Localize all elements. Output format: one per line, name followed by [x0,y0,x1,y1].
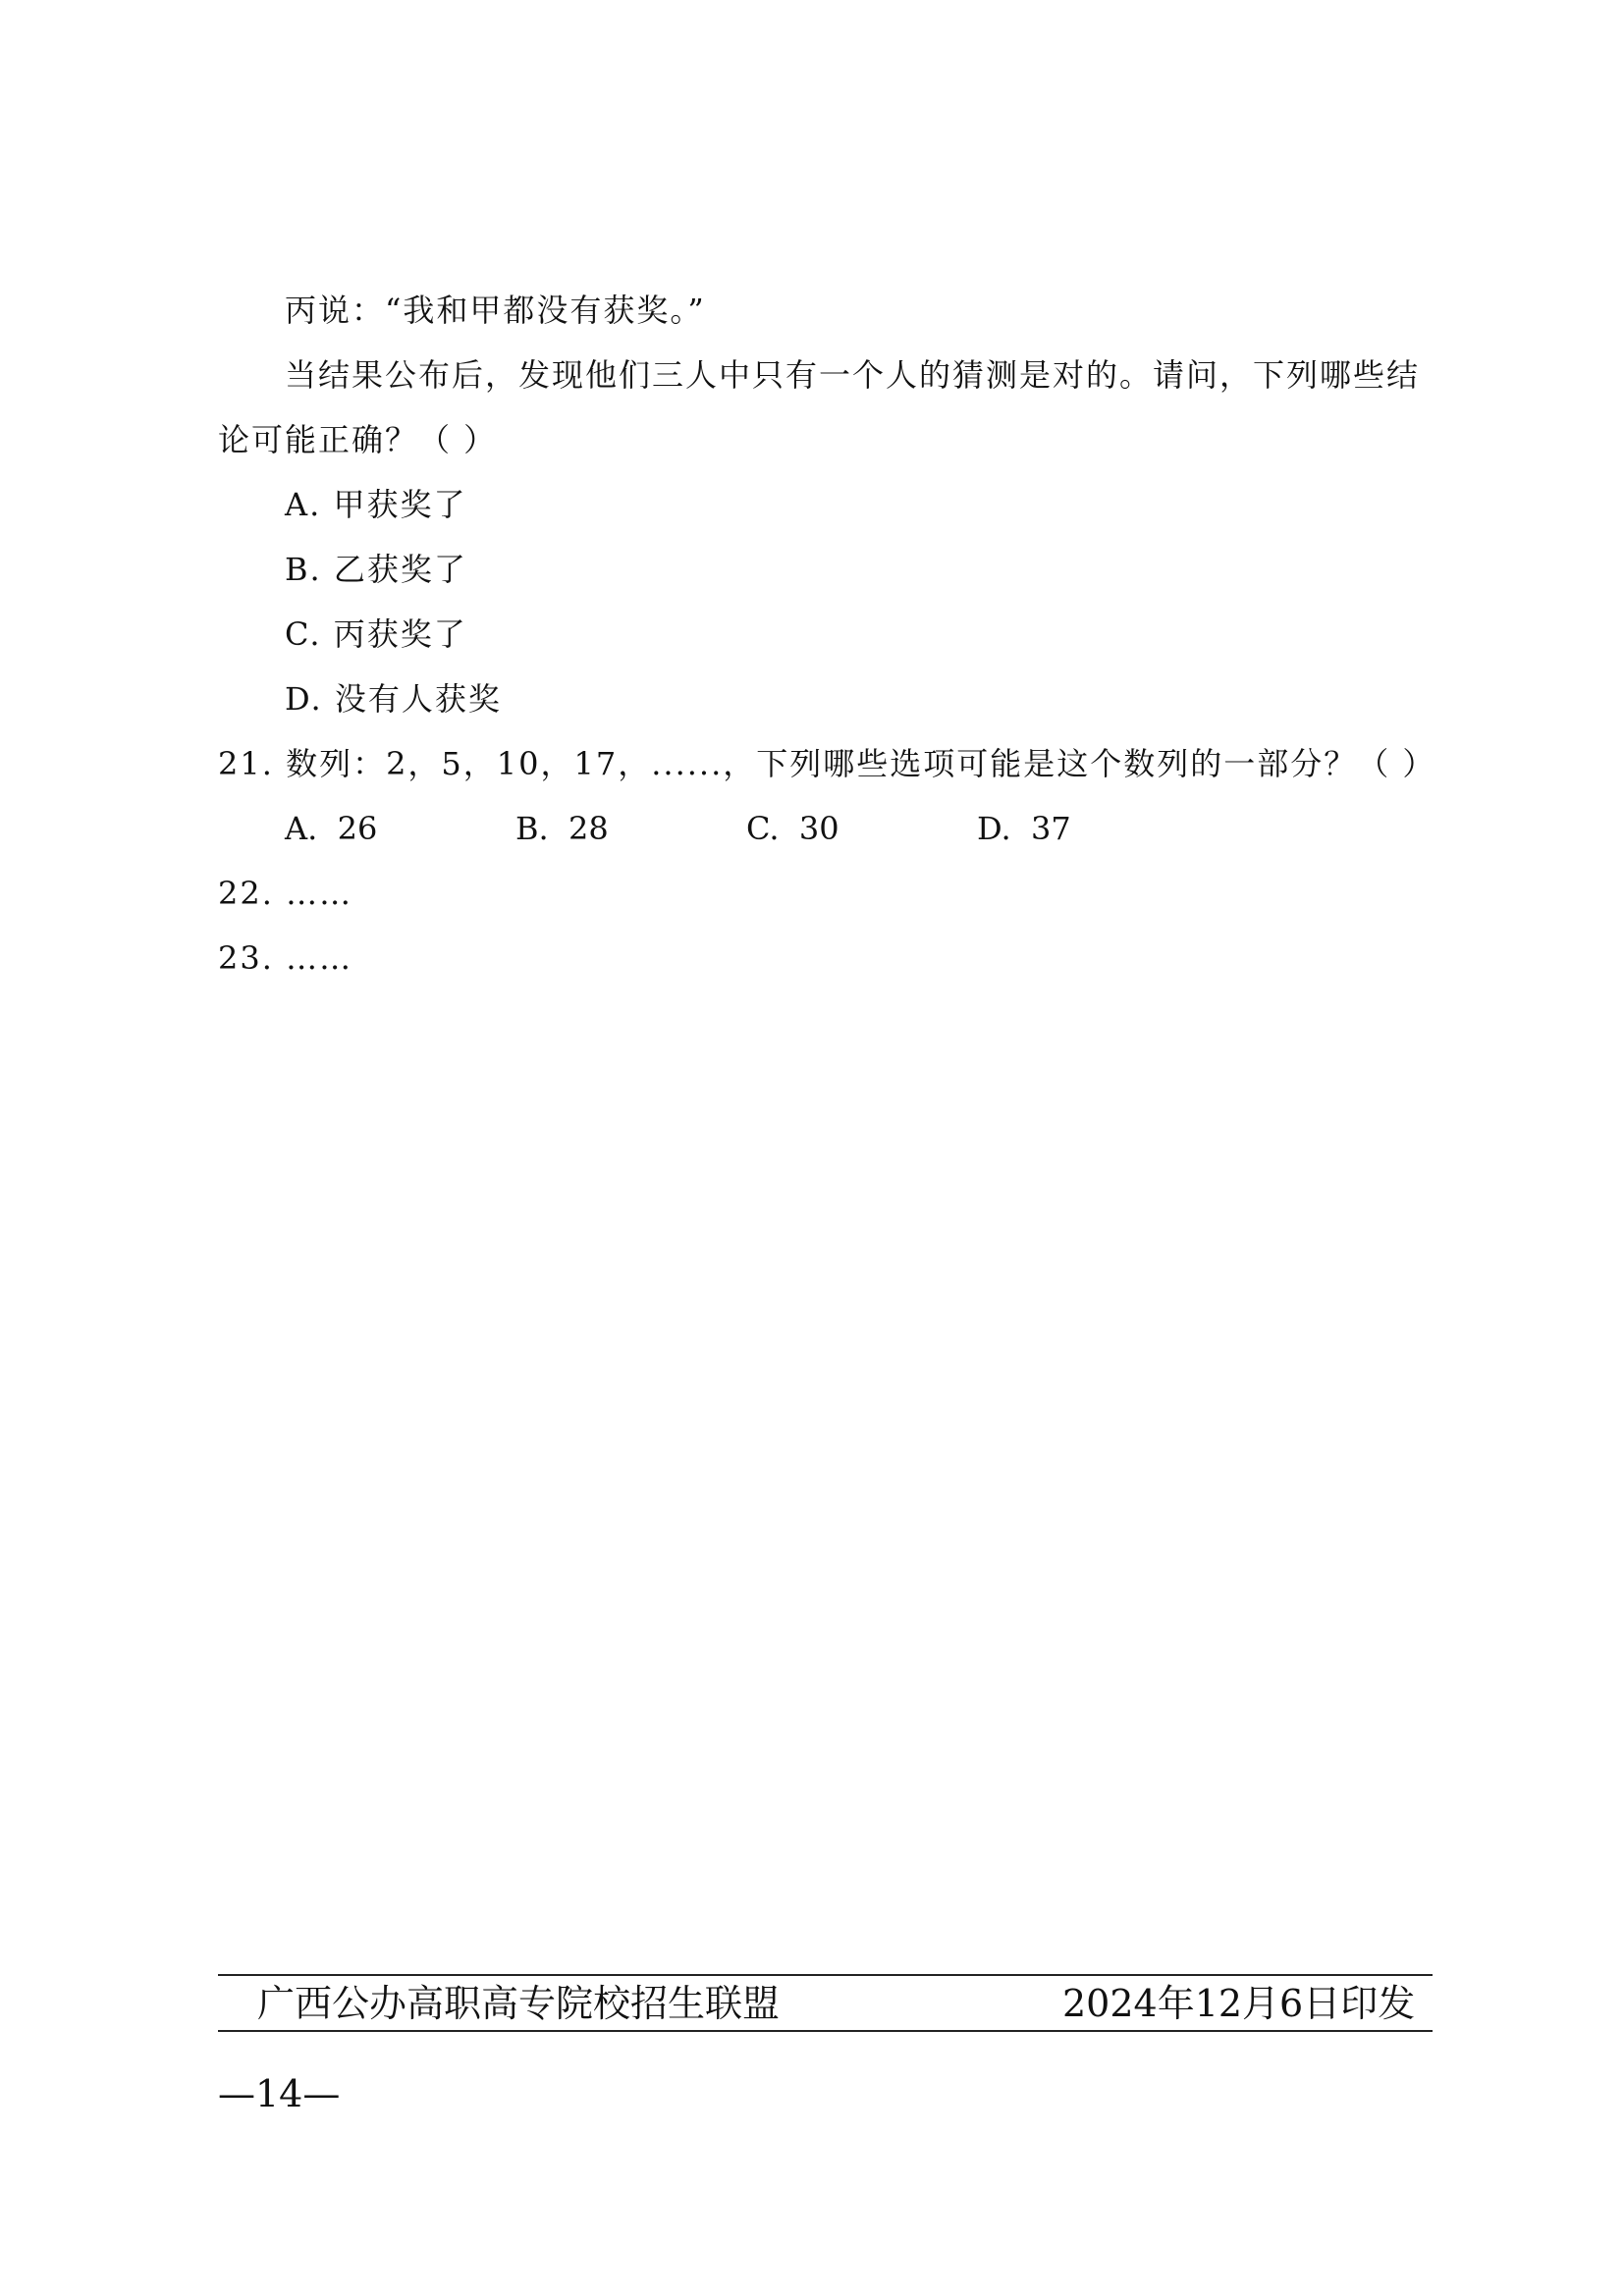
question-20-option-b [285,550,467,589]
option-letter: A. [285,486,322,523]
question-21-option-a [285,809,377,848]
option-letter: D. [977,810,1011,847]
footer-date: 2024年12月6日印发 [1062,1982,1416,2025]
question-number: 22. [218,875,274,912]
footer-issuer: 广西公办高职高专院校招生联盟 [257,1982,781,2025]
option-letter: D. [285,680,323,718]
question-number: 23. [218,939,274,977]
option-value: 30 [798,810,839,847]
option-value: 28 [568,810,609,847]
question-20-prompt-line2: 论可能正确？（ ） [218,421,498,458]
question-23 [218,938,352,978]
option-text: 甲获奖了 [333,486,467,523]
question-text: 数列：2，5，10，17，......，下列哪些选项可能是这个数列的一部分？（ ） [286,745,1436,782]
question-20-option-c [285,614,467,654]
question-20-option-a [285,485,466,524]
question-20-option-d [285,679,502,719]
statement-bing: 丙说：“我和甲都没有获奖。” [285,292,706,329]
option-letter: B. [285,551,322,588]
page-number: —14— [218,2072,341,2115]
footer-top-rule [218,1974,1433,1976]
option-value: 37 [1031,810,1071,847]
option-text: 乙获奖了 [333,551,467,588]
option-letter: A. [285,810,318,847]
question-number: 21. [218,745,274,782]
question-text: …… [286,939,353,977]
option-value: 26 [337,810,378,847]
question-21 [218,744,1435,783]
option-letter: C. [285,615,322,653]
question-21-option-c [746,809,839,848]
question-22 [218,874,352,913]
question-20-prompt-line1: 当结果公布后，发现他们三人中只有一个人的猜测是对的。请问，下列哪些结 [285,356,1421,394]
question-21-option-b [515,809,609,848]
option-letter: B. [515,810,549,847]
option-text: 丙获奖了 [333,615,467,653]
question-text: …… [286,875,353,912]
option-letter: C. [746,810,780,847]
footer-bottom-rule [218,2030,1433,2032]
option-text: 没有人获奖 [334,680,502,718]
question-21-option-d [977,809,1071,848]
